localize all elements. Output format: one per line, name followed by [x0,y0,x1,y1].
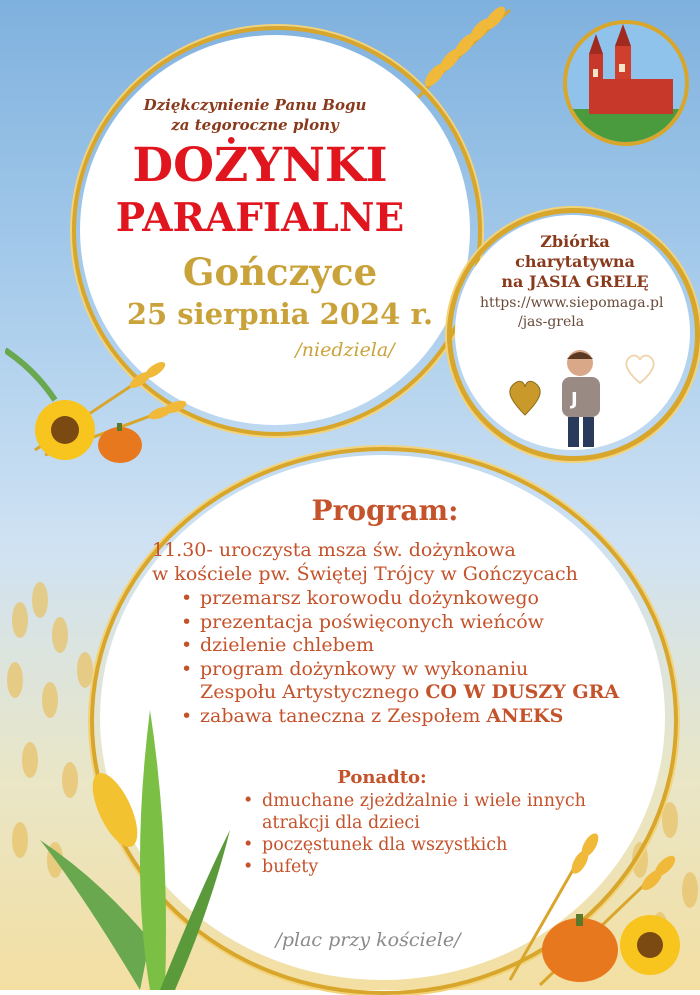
gold-heart-icon [510,381,540,415]
list-item-continuation: Zespołu Artystycznego CO W DUSZY GRA [200,681,620,703]
program-list [178,587,678,728]
event-date: 25 sierpnia 2024 r. [126,297,434,331]
event-title: DOŻYNKI [132,138,388,193]
list-item: • program dożynkowy w wykonaniu [178,658,678,682]
church-photo [563,20,689,146]
program-main-line-2: w kościele pw. Świętej Trójcy w Gończycach [152,563,578,585]
band-name: CO W DUSZY GRA [425,681,620,703]
subtitle-line-1: Dziękczynienie Panu Bogu [143,96,367,114]
list-item: • poczęstunek dla wszystkich [240,834,640,856]
subtitle [110,95,400,135]
program-main-event [152,538,672,586]
charity-line-2: charytatywna [515,252,635,271]
list-item: • dzielenie chlebem [178,634,678,658]
charity-child-photo [500,345,660,455]
program-main-line-1: 11.30- uroczysta msza św. dożynkowa [152,539,516,561]
event-location: /plac przy kościele/ [275,929,461,951]
event-title-line-2: PARAFIALNE [115,195,405,241]
charity-line-1: Zbiórka [540,232,610,251]
ponadto-list [240,790,640,878]
charity-link[interactable] [480,294,685,332]
charity-line-3: na JASIA GRELĘ [501,272,649,291]
list-item: • prezentacja poświęconych wieńców [178,611,678,635]
program-title: Program: [311,494,459,527]
list-item-continuation: atrakcji dla dzieci [262,813,420,833]
ponadto-title: Ponadto: [337,767,427,788]
outline-heart-icon [626,355,653,383]
subtitle-line-2: za tegoroczne plony [171,116,339,134]
list-item: • bufety [240,856,640,878]
charity-heading [500,232,650,292]
list-item: • przemarsz korowodu dożynkowego [178,587,678,611]
sunflower-icon [5,330,195,470]
list-item: • dmuchane zjeżdżalnie i wiele innych [240,790,640,812]
charity-url-line-2[interactable]: /jas-grela [518,314,585,330]
list-item: • zabawa taneczna z Zespołem ANEKS [178,705,678,729]
band-name: ANEKS [486,704,564,727]
event-place: Gończyce [182,250,378,294]
event-day: /niedziela/ [295,339,395,361]
svg-text:J: J [571,389,578,410]
charity-url-line-1[interactable]: https://www.siepomaga.pl [480,295,664,311]
corn-icon [20,690,240,990]
